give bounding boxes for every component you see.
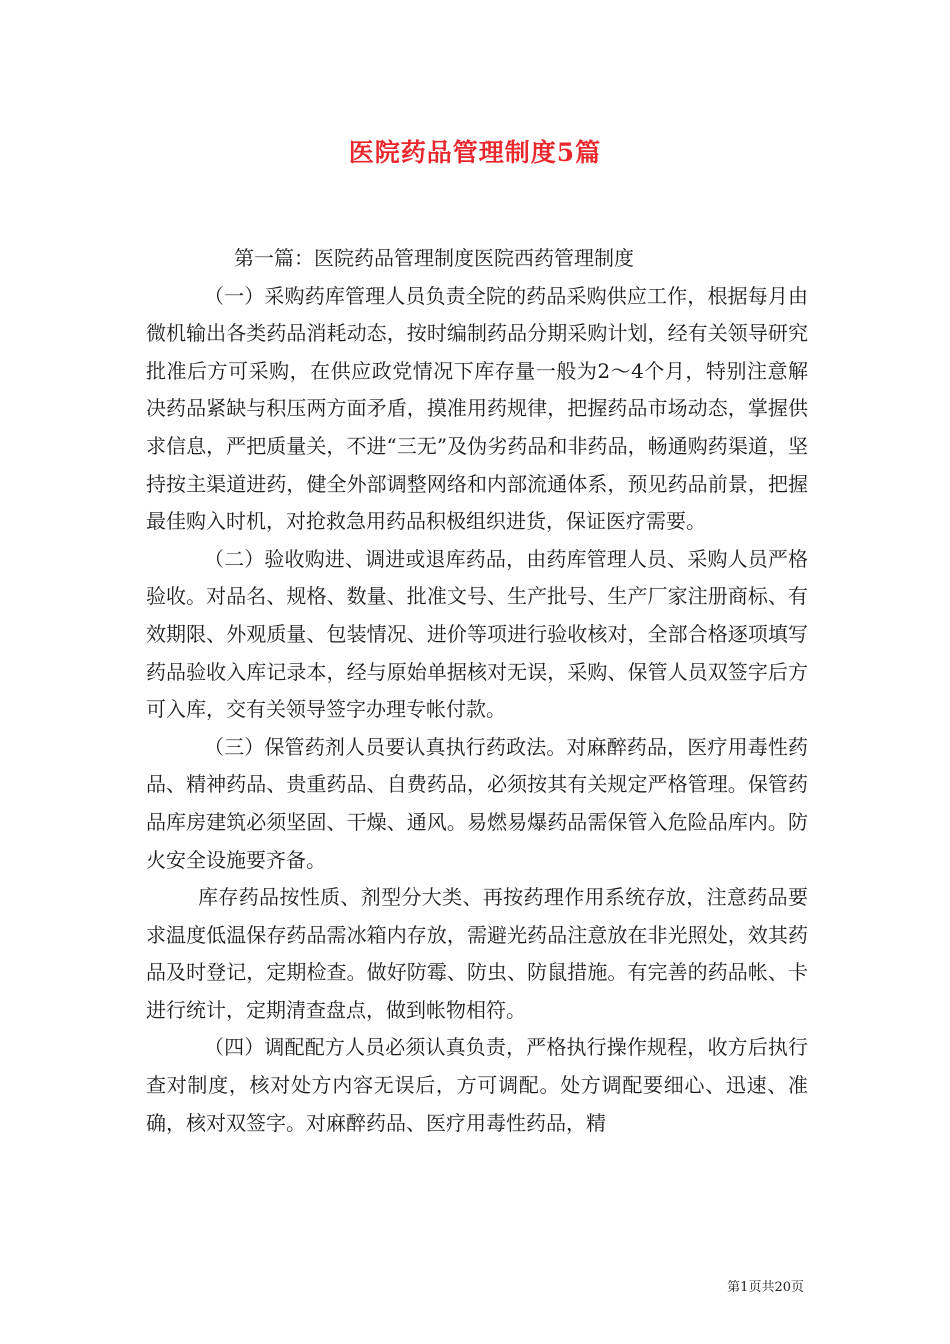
paragraph: （四）调配配方人员必须认真负责，严格执行操作规程，收方后执行查对制度，核对处方内容无误后，方可调配。处方调配要细心、迅速、准确，核对双签字。对麻醉药品、医疗用毒性药品，精 xyxy=(146,1035,808,1135)
paragraph: （二）验收购进、调进或退库药品，由药库管理人员、采购人员严格验收。对品名、规格、数量、批准文号、生产批号、生产厂家注册商标、有效期限、外观质量、包装情况、进价等项进行验收核对，全部合格逐项填写药品验收入库记录本，经与原始单据核对无误，采购、保管人员双签字后方可入库，交有关领导签字办理专帐付款。 xyxy=(146,546,808,722)
paragraph: （三）保管药剂人员要认真执行药政法。对麻醉药品，医疗用毒性药品、精神药品、贵重药品、自费药品，必须按其有关规定严格管理。保管药品库房建筑必须坚固、干燥、通风。易燃易爆药品需保管入危险品库内。防火安全设施要齐备。 xyxy=(146,734,808,872)
document-title: 医院药品管理制度5篇 xyxy=(348,138,602,167)
document-body xyxy=(146,240,808,1142)
paragraph: 库存药品按性质、剂型分大类、再按药理作用系统存放，注意药品要求温度低温保存药品需冰箱内存放，需避光药品注意放在非光照处，效其药品及时登记，定期检查。做好防霉、防虫、防鼠措施。有完善的药品帐、卡进行统计，定期清查盘点，做到帐物相符。 xyxy=(146,885,808,1022)
section-heading: 第一篇：医院药品管理制度医院西药管理制度 xyxy=(234,246,634,270)
page-number: 第1页共20页 xyxy=(727,1280,804,1295)
paragraph: （一）采购药库管理人员负责全院的药品采购供应工作，根据每月由微机输出各类药品消耗动态，按时编制药品分期采购计划，经有关领导研究批准后方可采购，在供应政党情况下库存量一般为2～4个月，特别注意解决药品紧缺与积压两方面矛盾，摸准用药规律，把握药品市场动态，掌握供求信息，严把质量关，不进“三无”及伪劣药品和非药品，畅通购药渠道，坚持按主渠道进药，健全外部调整网络和内部流通体系，预见药品前景，把握最佳购入时机，对抢救急用药品积极组织进货，保证医疗需要。 xyxy=(146,283,808,534)
